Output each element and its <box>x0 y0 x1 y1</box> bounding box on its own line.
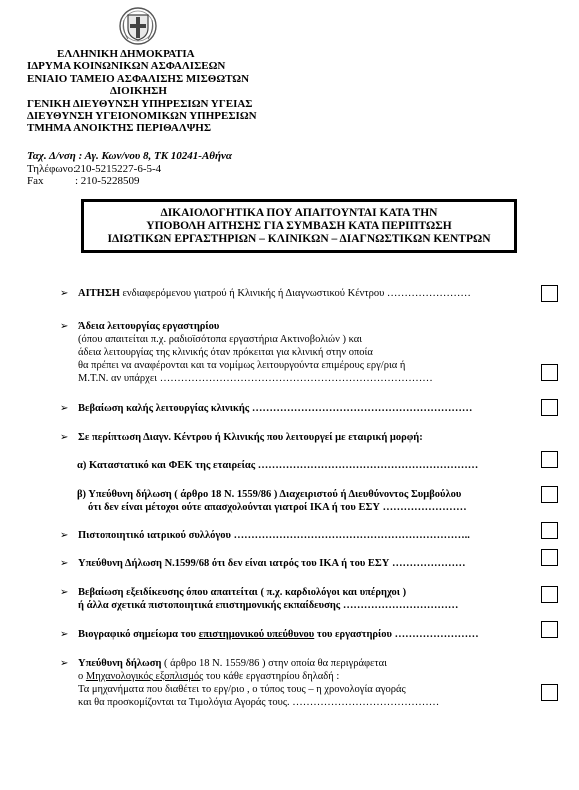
item-text: άδεια λειτουργίας της κλινικής όταν πρόκειται για κλινική στην οποία <box>78 347 373 358</box>
item-bold-text: Βεβαίωση καλής λειτουργίας κλινικής ……………………………………………………… <box>78 403 473 414</box>
item-bold-text: του εργαστηρίου …………………… <box>314 629 479 640</box>
header-line: ΔΙΟΙΚΗΣΗ <box>110 85 167 98</box>
requirement-director-declaration <box>77 488 467 514</box>
issuer-header <box>27 48 327 135</box>
item-bold-text: β) Υπεύθυνη δήλωση ( άρθρο 18 Ν. 1559/86 ) Διαχειριστού ή Διευθύνοντος Συμβούλου <box>77 489 462 500</box>
arrow-bullet-icon: ➢ <box>60 403 69 414</box>
arrow-bullet-icon: ➢ <box>60 432 69 443</box>
phone-line <box>27 163 232 176</box>
checkbox-director-declaration[interactable] <box>541 486 558 503</box>
item-bold-text: Υπεύθυνη Δήλωση Ν.1599/68 ότι δεν είναι ιατρός του ΙΚΑ ή του ΕΣΥ ………………… <box>78 558 466 569</box>
item-bold-text: Υπεύθυνη δήλωση <box>78 658 162 669</box>
header-line: ΤΜΗΜΑ ΑΝΟΙΚΤΗΣ ΠΕΡΙΘΑΛΨΗΣ <box>27 122 212 135</box>
checkbox-equipment-declaration[interactable] <box>541 684 558 701</box>
checkbox-clinic-certificate[interactable] <box>541 399 558 416</box>
document-title-box <box>81 199 517 253</box>
arrow-bullet-icon: ➢ <box>60 530 69 541</box>
header-line: ΕΝΙΑΙΟ ΤΑΜΕΙΟ ΑΣΦΑΛΙΣΗΣ ΜΙΣΘΩΤΩΝ <box>27 72 250 85</box>
item-bold-text: α) Καταστατικό και ΦΕΚ της εταιρείας ……………………………………………………… <box>77 460 479 471</box>
requirement-equipment-declaration <box>60 657 439 709</box>
item-bold-text: ότι δεν είναι μέτοχοι ούτε απασχολούνται γιατροί ΙΚΑ ή του ΕΣΥ …………………… <box>88 502 467 513</box>
title-line: ΙΔΙΩΤΙΚΩΝ ΕΡΓΑΣΤΗΡΙΩΝ – ΚΛΙΝΙΚΩΝ – ΔΙΑΓΝΩΣΤΙΚΩΝ ΚΕΝΤΡΩΝ <box>107 232 491 245</box>
requirement-application <box>60 287 471 300</box>
item-bold-text: ή άλλα σχετικά πιστοποιητικά επιστημονικής εκπαίδευσης …………………………… <box>78 600 459 611</box>
item-underlined-text: Μηχανολογικός εξοπλισμός <box>85 671 204 682</box>
item-text: ενδιαφερόμενου γιατρού ή Κλινικής ή Διαγνωστικού Κέντρου …………………… <box>119 288 471 299</box>
item-bold-text: Άδεια λειτουργίας εργαστηρίου <box>78 321 220 332</box>
requirement-medical-association <box>60 529 470 542</box>
item-text: του κάθε εργαστηρίου δηλαδή : <box>203 671 340 682</box>
fax-label: Fax <box>27 175 44 188</box>
header-line: ΕΛΛΗΝΙΚΗ ΔΗΜΟΚΡΑΤΙΑ <box>57 48 195 60</box>
item-text: (όπου απαιτείται π.χ. ραδιοϊσότοπα εργαστήρια Ακτινοβολιών ) και <box>78 334 363 345</box>
item-bold-text: Βιογραφικό σημείωμα του <box>78 629 199 640</box>
item-text: θα πρέπει να αναφέρονται και τα νομίμως λειτουργούντα επιμέρους εργ/ρια ή <box>78 360 406 371</box>
fax-number: : 210-5228509 <box>75 175 140 188</box>
requirement-articles-of-association <box>77 459 478 472</box>
title-line: ΥΠΟΒΟΛΗ ΑΙΤΗΣΗΣ ΓΙΑ ΣΥΜΒΑΣΗ ΚΑΤΑ ΠΕΡΙΠΤΩΣΗ <box>146 219 452 232</box>
item-underlined-text: επιστημονικού υπεύθυνου <box>198 629 315 640</box>
phone-number: 210-5215227-6-5-4 <box>75 162 162 175</box>
checkbox-cv[interactable] <box>541 621 558 638</box>
requirement-operating-license <box>60 320 433 385</box>
requirement-clinic-certificate <box>60 402 472 415</box>
checkbox-solemn-declaration[interactable] <box>541 549 558 566</box>
title-line: ΔΙΚΑΙΟΛΟΓΗΤΙΚΑ ΠΟΥ ΑΠΑΙΤΟΥΝΤΑΙ ΚΑΤΑ ΤΗΝ <box>160 206 438 219</box>
header-line: ΙΔΡΥΜΑ ΚΟΙΝΩΝΙΚΩΝ ΑΣΦΑΛΙΣΕΩΝ <box>27 60 226 73</box>
phone-label: Τηλέφωνο: <box>27 162 77 175</box>
arrow-bullet-icon: ➢ <box>60 658 69 669</box>
item-text: Τα μηχανήματα που διαθέτει το εργ/ριο , ο τύπος τους – η χρονολογία αγοράς <box>78 684 406 695</box>
item-text: ο <box>78 671 86 682</box>
item-bold-text: Βεβαίωση εξειδίκευσης όπου απαιτείται ( π.χ. καρδιολόγοι και υπέρηχοι ) <box>78 587 407 598</box>
item-bold-text: ΑΙΤΗΣΗ <box>78 288 120 299</box>
checkbox-specialization[interactable] <box>541 586 558 603</box>
requirement-solemn-declaration <box>60 557 465 570</box>
header-line: ΓΕΝΙΚΗ ΔΙΕΥΘΥΝΣΗ ΥΠΗΡΕΣΙΩΝ ΥΓΕΙΑΣ <box>27 97 253 110</box>
item-bold-text: Πιστοποιητικό ιατρικού συλλόγου ………………………………………………………….. <box>78 530 470 541</box>
checkbox-operating-license[interactable] <box>541 364 558 381</box>
arrow-bullet-icon: ➢ <box>60 321 69 332</box>
fax-line <box>27 175 232 188</box>
item-bold-text: Σε περίπτωση Διαγν. Κέντρου ή Κλινικής που λειτουργεί με εταιρική μορφή: <box>78 432 423 443</box>
header-line: ΔΙΕΥΘΥΝΣΗ ΥΓΕΙΟΝΟΜΙΚΩΝ ΥΠΗΡΕΣΙΩΝ <box>27 110 257 123</box>
arrow-bullet-icon: ➢ <box>60 558 69 569</box>
requirement-specialization <box>60 586 458 612</box>
arrow-bullet-icon: ➢ <box>60 587 69 598</box>
checkbox-medical-association[interactable] <box>541 522 558 539</box>
checkbox-articles-of-association[interactable] <box>541 451 558 468</box>
greek-coat-of-arms-icon <box>118 6 158 46</box>
item-text: και θα προσκομίζονται τα Τιμολόγια Αγοράς τους. …………………………………… <box>78 697 440 708</box>
item-text: ( άρθρο 18 Ν. 1559/86 ) στην οποία θα περιγράφεται <box>161 658 387 669</box>
address-line: Ταχ. Δ/νση : Αγ. Κων/νου 8, ΤΚ 10241-Αθήνα <box>27 150 232 162</box>
arrow-bullet-icon: ➢ <box>60 288 69 299</box>
item-text: Μ.Τ.Ν. αν υπάρχει …………………………………………………………………… <box>78 373 433 384</box>
requirement-cv <box>60 628 479 641</box>
checkbox-application[interactable] <box>541 285 558 302</box>
arrow-bullet-icon: ➢ <box>60 629 69 640</box>
contact-block <box>27 150 232 188</box>
requirement-corporate-form <box>60 431 423 444</box>
